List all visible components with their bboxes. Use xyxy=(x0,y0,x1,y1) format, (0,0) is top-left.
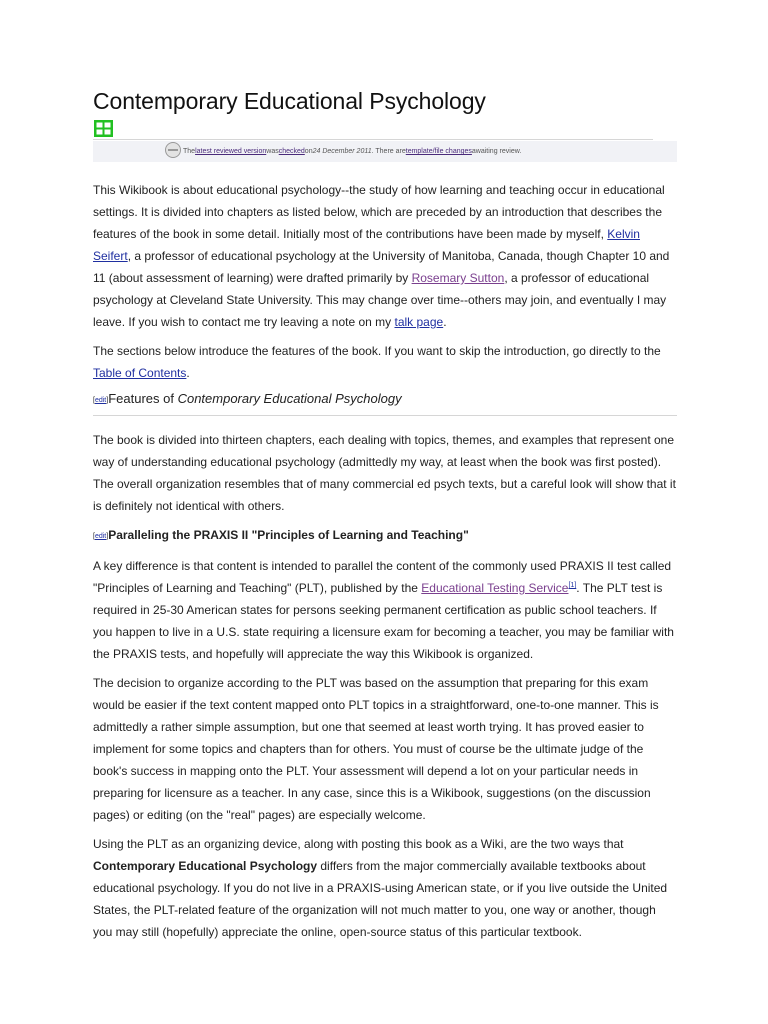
decision-paragraph: The decision to organize according to the PLT was based on the assumption that preparing for this exam would be easier if the text content mapped onto PLT topics in a straightforward, one-to-one manner. This is admittedly a rather simple assumption, but one that seemed at least worth trying. It has proved easier to implement for some topics and chapters than for others. You must of course be the ultimate judge of the book's success in mapping onto the PLT. Your assessment will depend a lot on your particular needs in preparing for licensure as a teacher. In any case, since this is a Wikibook, suggestions (on the discussion pages) or editing (on the "real" pages) are especially welcome. xyxy=(93,676,659,822)
talk-page-link[interactable]: talk page xyxy=(394,315,444,329)
edit-features-link[interactable]: edit xyxy=(94,397,107,404)
review-badge-icon xyxy=(165,142,181,158)
latest-reviewed-link[interactable]: latest reviewed version xyxy=(195,148,267,155)
page-title: Contemporary Educational Psychology xyxy=(93,88,486,114)
pending-changes-link[interactable]: template/file changes xyxy=(405,148,472,155)
features-paragraph: The book is divided into thirteen chapters, each dealing with topics, themes, and examples that represent one way of understanding educational psychology (admittedly my way, at least when the book was first posted). The overall organization resembles that of many commercial ed psych texts, but a careful look will show that it is definitely not identical with others. xyxy=(93,433,676,513)
ets-link[interactable]: Educational Testing Service xyxy=(421,581,569,595)
table-of-contents-link[interactable]: Table of Contents xyxy=(93,366,187,380)
praxis-heading: [edit]Paralleling the PRAXIS II "Principles of Learning and Teaching" xyxy=(93,528,469,542)
skip-paragraph: The sections below introduce the features of the book. If you want to skip the introduction, go directly to the Table of Contents. xyxy=(93,344,661,380)
review-notice: The latest reviewed version was checked on 24 December 2011 . There are template/file changes awaiting review. xyxy=(93,141,677,162)
checked-link[interactable]: checked xyxy=(278,148,305,155)
kelvin-seifert-link[interactable]: Kelvin Seifert xyxy=(93,227,640,263)
intro-paragraph: This Wikibook is about educational psychology--the study of how learning and teaching occur in educational settings. It is divided into chapters as listed below, which are preceded by an introduction that describes the features of the book in some detail. Initially most of the contributions have been made by myself, Kelvin Seifert, a professor of educational psychology at the University of Manitoba, Canada, though Chapter 10 and 11 (about assessment of learning) were drafted primarily by Rosemary Sutton, a professor of educational psychology at Cleveland State University. This may change over time--others may join, and eventually I may leave. If you wish to contact me try leaving a note on my talk page. xyxy=(93,183,670,329)
using-plt-paragraph: Using the PLT as an organizing device, along with posting this book as a Wiki, are the two ways that Contemporary Educational Psychology differs from the major commercially available textbooks about educational psychology. If you do not live in a PRAXIS-using American state, or if you live outside the United States, the PLT-related feature of the organization will not much matter to you, one way or another, though you may still (hopefully) appreciate the online, open-source status of this particular textbook. xyxy=(93,837,668,939)
review-date: 24 December 2011 xyxy=(312,148,372,155)
title-divider xyxy=(93,139,653,140)
features-heading: [edit]Features of Contemporary Educational Psychology xyxy=(93,391,402,406)
praxis-paragraph: A key difference is that content is intended to parallel the content of the commonly used PRAXIS II test called "Principles of Learning and Teaching" (PLT), published by the Educational Testing Service[1]. The PLT test is required in 25-30 American states for persons seeking permanent certification as public school teachers. If you happen to live in a U.S. state requiring a licensure exam for becoming a teacher, you may be familiar with the PRAXIS tests, and hopefully will appreciate the way this Wikibook is organized. xyxy=(93,559,674,661)
rosemary-sutton-link[interactable]: Rosemary Sutton xyxy=(411,271,505,285)
edit-praxis-link[interactable]: edit xyxy=(94,533,107,540)
section-divider xyxy=(93,415,677,416)
reference-1-link[interactable]: [1] xyxy=(568,582,577,589)
grid-icon[interactable] xyxy=(93,119,114,138)
article xyxy=(93,84,677,943)
